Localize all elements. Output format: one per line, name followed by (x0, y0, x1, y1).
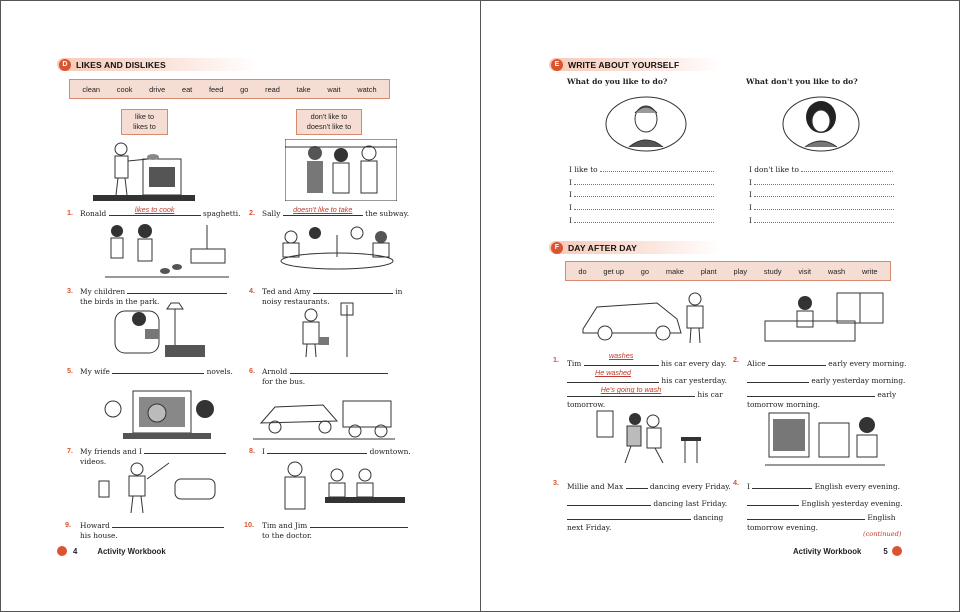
word-bank-item: study (763, 266, 782, 276)
answer-blank[interactable] (747, 512, 865, 520)
footer-title: Activity Workbook (793, 546, 862, 556)
like-to-box (121, 109, 168, 135)
page-number: 4 (73, 546, 78, 556)
dislike-lines (749, 164, 894, 228)
answer-blank[interactable] (567, 368, 659, 383)
word-bank-item: wash (827, 266, 846, 276)
illustration-woman-portrait (781, 95, 861, 153)
item-subject: My children (80, 287, 126, 296)
item-number: 1. (67, 208, 73, 217)
write-line[interactable] (754, 202, 894, 210)
item-subject: Ronald (80, 209, 107, 218)
word-bank-item: wait (327, 84, 341, 94)
dont-like-to-label: don't like to (310, 112, 348, 121)
item-rest: dancing every Friday. (649, 482, 731, 491)
item-rest: in (395, 287, 403, 296)
item-2-sentences (747, 355, 906, 410)
section-f-title (549, 241, 721, 254)
item-line4: tomorrow evening. (747, 523, 818, 532)
item-subject: My friends and I (80, 447, 142, 456)
item-rest: English every evening. (814, 482, 901, 491)
section-d-label: LIKES AND DISLIKES (76, 59, 166, 70)
item-number: 8. (249, 446, 255, 455)
write-line[interactable] (754, 177, 894, 185)
item-number: 4. (249, 286, 255, 295)
item-2-sentence (262, 204, 410, 219)
item-rest: early (877, 390, 897, 399)
answer-blank[interactable] (112, 520, 224, 528)
answer-blank[interactable] (112, 366, 204, 374)
illustration-downtown-traffic (253, 387, 395, 443)
word-bank-item: clean (82, 84, 101, 94)
answer-text: doesn't like to take (293, 204, 353, 214)
item-line4: next Friday. (567, 523, 612, 532)
illustration-ronald-cooking (93, 139, 195, 201)
item-subject: My wife (80, 367, 110, 376)
answer-blank[interactable] (752, 481, 812, 489)
word-bank-d (69, 79, 390, 99)
item-4-sentences (747, 478, 903, 533)
section-d-title (57, 58, 257, 71)
answer-blank[interactable] (267, 446, 367, 454)
like-line-label: I (569, 203, 572, 213)
illustration-tim-washing-car (577, 289, 717, 347)
question-dislike: What don't you like to do? (746, 77, 858, 86)
illustration-children-birds (105, 221, 229, 279)
item-number: 1. (553, 355, 559, 364)
illustration-howard-cleaning (89, 459, 217, 517)
word-bank-item: do (578, 266, 587, 276)
like-line-label: I like to (569, 165, 598, 174)
item-line2: to the doctor. (262, 530, 313, 540)
item-3-sentence (80, 286, 227, 306)
page-number: 5 (883, 546, 888, 556)
footer-dot-icon (892, 546, 902, 556)
item-number: 10. (244, 520, 254, 529)
answer-blank[interactable] (747, 375, 809, 383)
write-line[interactable] (600, 164, 714, 172)
dislike-line-label: I (749, 203, 752, 213)
item-rest: English yesterday evening. (801, 499, 903, 508)
word-bank-item: drive (149, 84, 166, 94)
answer-blank[interactable] (144, 446, 226, 454)
item-rest: English (867, 513, 896, 522)
item-subject: I (747, 482, 750, 491)
write-line[interactable] (754, 215, 894, 223)
item-rest: his car yesterday. (661, 376, 727, 385)
answer-blank[interactable] (310, 520, 408, 528)
word-bank-item: write (861, 266, 878, 276)
item-subject: Tim and Jim (262, 521, 308, 530)
item-number: 3. (553, 478, 559, 487)
answer-blank[interactable] (567, 385, 695, 397)
write-line[interactable] (801, 164, 893, 172)
word-bank-item: cook (116, 84, 133, 94)
word-bank-item: visit (798, 266, 812, 276)
word-bank-item: get up (603, 266, 624, 276)
illustration-friends-videos (93, 387, 223, 443)
word-bank-item: plant (700, 266, 717, 276)
word-bank-item: watch (357, 84, 377, 94)
left-footer (57, 546, 166, 556)
item-number: 2. (733, 355, 739, 364)
item-rest: his car every day. (661, 359, 727, 368)
answer-text: likes to cook (134, 204, 175, 214)
answer-blank[interactable] (567, 498, 651, 506)
item-rest: the subway. (365, 209, 410, 218)
answer-blank[interactable] (290, 366, 388, 374)
item-subject: Sally (262, 209, 281, 218)
section-e-badge: E (551, 59, 563, 71)
write-line[interactable] (754, 189, 894, 197)
item-number: 9. (65, 520, 71, 529)
section-f-badge: F (551, 242, 563, 254)
like-line-label: I (569, 177, 572, 187)
word-bank-item: take (296, 84, 311, 94)
item-10-sentence (262, 520, 408, 540)
continued-note: (continued) (863, 530, 902, 538)
section-e-title (549, 58, 721, 71)
item-rest: early yesterday morning. (811, 376, 906, 385)
item-subject: Alice (747, 359, 766, 368)
illustration-doctor-visit (269, 459, 407, 517)
answer-blank[interactable] (127, 286, 227, 294)
illustration-millie-max-dancing (595, 409, 711, 467)
word-bank-item: go (640, 266, 650, 276)
item-subject: I (262, 447, 265, 456)
dislike-to-box (296, 109, 362, 135)
item-subject: Ted and Amy (262, 287, 311, 296)
footer-dot-icon (57, 546, 67, 556)
item-line2: the birds in the park. (80, 296, 160, 306)
word-bank-item: make (665, 266, 684, 276)
illustration-alice-getting-up (757, 289, 887, 347)
answer-blank[interactable] (768, 358, 826, 366)
item-line2: for the bus. (262, 376, 306, 386)
footer-title: Activity Workbook (97, 546, 166, 556)
item-subject: Tim (567, 359, 582, 368)
illustration-wife-reading (105, 301, 209, 361)
item-4-sentence (262, 286, 402, 306)
item-subject: Arnold (262, 367, 288, 376)
word-bank-item: read (265, 84, 280, 94)
item-3-sentences (567, 478, 731, 533)
like-lines (569, 164, 714, 228)
answer-blank[interactable] (747, 389, 875, 397)
item-rest: downtown. (369, 447, 411, 456)
answer-text: He washed (595, 368, 631, 377)
dislike-line-label: I (749, 177, 752, 187)
item-7-sentence (80, 446, 226, 466)
write-line[interactable] (574, 202, 714, 210)
item-number: 7. (67, 446, 73, 455)
item-subject: Millie and Max (567, 482, 624, 491)
write-line[interactable] (574, 189, 714, 197)
item-number: 3. (67, 286, 73, 295)
answer-text: He's going to wash (600, 385, 662, 394)
answer-text: washes (608, 351, 634, 360)
write-line[interactable] (574, 215, 714, 223)
item-number: 4. (733, 478, 739, 487)
item-1-sentences (567, 351, 727, 410)
illustration-sally-subway (285, 139, 397, 201)
likes-to-label: likes to (133, 122, 156, 131)
item-rest: novels. (206, 367, 233, 376)
item-6-sentence (262, 366, 388, 386)
item-line4: tomorrow. (567, 400, 606, 409)
like-to-label: like to (134, 112, 155, 121)
word-bank-item: go (240, 84, 249, 94)
question-like: What do you like to do? (567, 77, 668, 86)
item-5-sentence (80, 366, 233, 377)
illustration-man-portrait (605, 95, 687, 153)
item-rest: early every morning. (828, 359, 907, 368)
dislike-line-label: I don't like to (749, 165, 799, 174)
item-rest: dancing (693, 513, 724, 522)
item-rest: his car (697, 390, 723, 399)
answer-blank[interactable] (283, 204, 363, 216)
item-number: 6. (249, 366, 255, 375)
answer-blank[interactable] (626, 481, 648, 489)
write-line[interactable] (574, 177, 714, 185)
like-line-label: I (569, 190, 572, 200)
item-line4: tomorrow morning. (747, 400, 821, 409)
like-line-label: I (569, 215, 572, 225)
section-f-label: DAY AFTER DAY (568, 242, 637, 253)
item-rest: dancing last Friday. (653, 499, 728, 508)
answer-blank[interactable] (567, 512, 691, 520)
word-bank-item: feed (208, 84, 224, 94)
item-1-sentence (80, 204, 241, 219)
item-subject: Howard (80, 521, 110, 530)
dislike-line-label: I (749, 215, 752, 225)
right-page (480, 0, 960, 612)
item-number: 2. (249, 208, 255, 217)
item-line2: his house. (80, 530, 118, 540)
item-9-sentence (80, 520, 224, 540)
item-rest: spaghetti. (203, 209, 241, 218)
illustration-waiting-bus (287, 301, 367, 359)
word-bank-f (565, 261, 891, 281)
section-d-badge: D (59, 59, 71, 71)
dislike-line-label: I (749, 190, 752, 200)
answer-blank[interactable] (109, 204, 201, 216)
item-8-sentence (262, 446, 411, 457)
illustration-noisy-restaurant (267, 221, 407, 279)
right-footer (793, 546, 902, 556)
word-bank-item: play (733, 266, 748, 276)
word-bank-item: eat (181, 84, 193, 94)
doesnt-like-to-label: doesn't like to (306, 122, 352, 131)
item-line2: noisy restaurants. (262, 296, 330, 306)
section-e-label: WRITE ABOUT YOURSELF (568, 59, 680, 70)
item-line2: videos. (80, 456, 107, 466)
item-number: 5. (67, 366, 73, 375)
answer-blank[interactable] (747, 498, 799, 506)
illustration-studying-english (765, 409, 885, 471)
answer-blank[interactable] (313, 286, 393, 294)
